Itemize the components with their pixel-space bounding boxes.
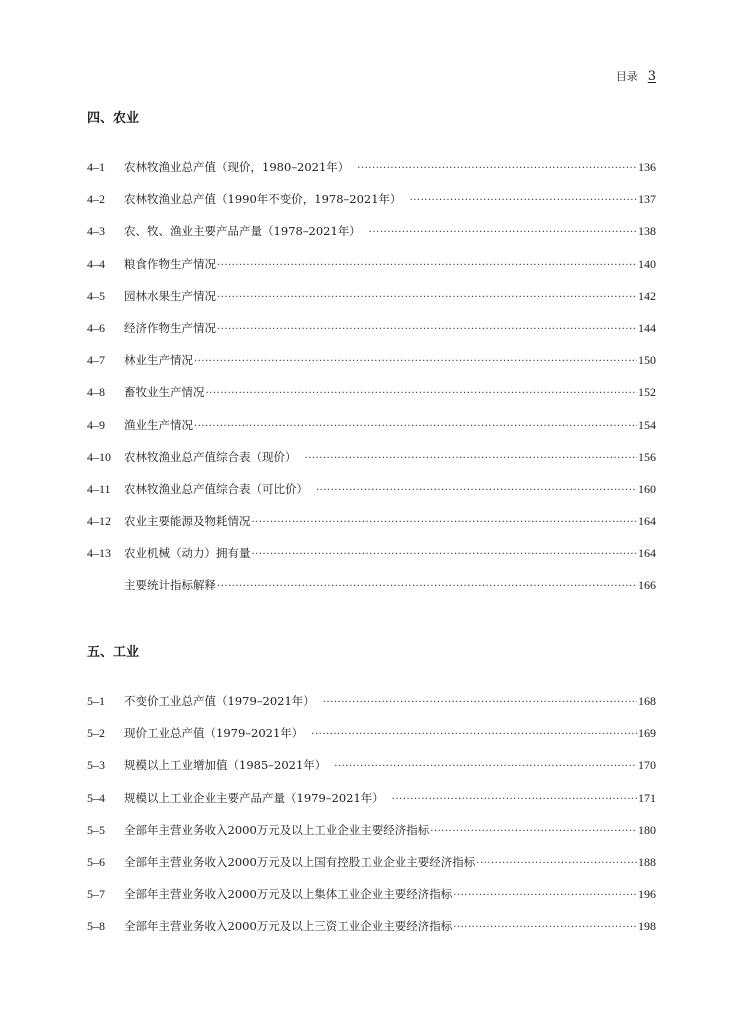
toc-dot-leader: [305, 453, 638, 464]
toc-entry-number: 5–1: [87, 694, 105, 708]
toc-entry-title: 主要统计指标解释: [124, 578, 216, 593]
toc-entry-page: 164: [638, 546, 656, 561]
toc-entry[interactable]: [87, 223, 656, 255]
toc-entry-title: 全部年主营业务收入2000万元及以上集体工业企业主要经济指标: [124, 887, 453, 902]
toc-list: [87, 159, 656, 610]
toc-entry-number: 5–7: [87, 887, 105, 902]
section-title: 五、工业: [87, 645, 140, 660]
toc-entry-page: 170: [638, 758, 656, 773]
toc-entry[interactable]: [87, 191, 656, 223]
toc-entry-page: 142: [638, 288, 656, 303]
toc-entry-title: 经济作物生产情况: [124, 320, 216, 335]
toc-entry-number: 4–5: [87, 288, 105, 303]
toc-entry[interactable]: [87, 790, 656, 822]
toc-entry-page: 150: [638, 353, 656, 368]
toc-entry-number: 5–8: [87, 919, 105, 934]
toc-dot-leader: [476, 858, 637, 869]
toc-entry-title: 现价工业总产值（1979–2021年）: [124, 726, 304, 741]
toc-entry-number: 5–5: [87, 822, 105, 837]
toc-dot-leader: [316, 485, 637, 496]
toc-entry-title: 农林牧渔业总产值综合表（可比价）: [124, 481, 308, 496]
toc-entry[interactable]: [87, 757, 656, 789]
toc-dot-leader: [453, 922, 637, 933]
toc-entry-page: 160: [638, 481, 656, 496]
toc-dot-leader: [206, 388, 638, 399]
toc-entry-title: 畜牧业生产情况: [124, 385, 205, 400]
toc-entry[interactable]: [87, 918, 656, 950]
toc-entry-page: 156: [638, 449, 656, 464]
toc-entry[interactable]: [87, 320, 656, 352]
toc-entry-number: 4–6: [87, 320, 105, 335]
toc-entry-title: 农业主要能源及物耗情况: [124, 514, 251, 529]
toc-dot-leader: [252, 549, 638, 560]
toc-entry-number: 5–6: [87, 854, 105, 869]
toc-entry-number: 4–11: [87, 481, 111, 496]
toc-entry-number: 5–3: [87, 758, 105, 773]
toc-entry[interactable]: [87, 854, 656, 886]
toc-dot-leader: [194, 356, 637, 367]
toc-entry-number: 5–4: [87, 790, 105, 805]
toc-entry-page: 164: [638, 514, 656, 529]
toc-dot-leader: [392, 794, 637, 805]
toc-entry-number: 4–13: [87, 546, 111, 561]
toc-entry-title: 农林牧渔业总产值综合表（现价）: [124, 449, 297, 464]
toc-entry-number: 4–10: [87, 449, 111, 464]
toc-dot-leader: [217, 292, 637, 303]
header-title: 目录: [615, 70, 638, 83]
section-title: 四、农业: [87, 111, 140, 126]
toc-entry-page: 180: [638, 822, 656, 837]
toc-entry-title: 全部年主营业务收入2000万元及以上工业企业主要经济指标: [124, 822, 430, 837]
toc-entry[interactable]: [87, 545, 656, 577]
toc-dot-leader: [194, 421, 637, 432]
toc-entry-page: 138: [638, 224, 656, 239]
toc-dot-leader: [430, 826, 637, 837]
toc-entry-page: 140: [638, 256, 656, 271]
toc-entry-title: 园林水果生产情况: [124, 288, 216, 303]
toc-entry[interactable]: [87, 481, 656, 513]
toc-entry-number: 4–8: [87, 385, 105, 400]
toc-entry[interactable]: [87, 352, 656, 384]
toc-entry[interactable]: [87, 256, 656, 288]
toc-entry-page: 137: [638, 192, 656, 207]
section-industry: [87, 642, 656, 951]
toc-entry[interactable]: [87, 725, 656, 757]
toc-entry-number: 4–12: [87, 514, 111, 529]
toc-entry-number: 4–2: [87, 192, 105, 207]
toc-entry[interactable]: [87, 822, 656, 854]
toc-dot-leader: [453, 890, 637, 901]
toc-entry-page: 152: [638, 385, 656, 400]
toc-entry[interactable]: [87, 384, 656, 416]
toc-entry-title: 农、牧、渔业主要产品产量（1978–2021年）: [124, 224, 361, 239]
toc-entry-page: 168: [638, 694, 656, 708]
toc-entry[interactable]: [87, 693, 656, 725]
toc-entry-page: 188: [638, 854, 656, 869]
toc-entry-number: 4–9: [87, 417, 105, 432]
toc-dot-leader: [323, 697, 637, 708]
toc-dot-leader: [217, 324, 637, 335]
toc-entry-title: 粮食作物生产情况: [124, 256, 216, 271]
toc-entry-page: 154: [638, 417, 656, 432]
toc-entry-title: 农林牧渔业总产值（1990年不变价，1978–2021年）: [124, 192, 402, 207]
toc-entry-title: 林业生产情况: [124, 353, 193, 368]
toc-entry-page: 196: [638, 887, 656, 902]
toc-dot-leader: [357, 163, 637, 174]
toc-entry[interactable]: [87, 159, 656, 191]
running-header: [616, 68, 656, 84]
toc-entry-page: 198: [638, 919, 656, 934]
toc-entry[interactable]: [87, 513, 656, 545]
toc-entry-title: 农林牧渔业总产值（现价，1980–2021年）: [124, 160, 350, 174]
toc-dot-leader: [311, 729, 637, 740]
section-agriculture: [87, 108, 656, 610]
toc-entry-title: 规模以上工业增加值（1985–2021年）: [124, 758, 327, 773]
toc-entry-title: 不变价工业总产值（1979–2021年）: [124, 694, 315, 708]
toc-entry[interactable]: [87, 577, 656, 609]
toc-entry-page: 171: [638, 790, 656, 805]
toc-entry[interactable]: [87, 288, 656, 320]
toc-entry-number: 4–3: [87, 224, 105, 239]
toc-entry-number: 4–1: [87, 160, 105, 174]
toc-dot-leader: [334, 761, 637, 772]
toc-dot-leader: [217, 260, 637, 271]
toc-dot-leader: [217, 581, 637, 592]
toc-entry-number: 4–4: [87, 256, 105, 271]
toc-entry-number: 5–2: [87, 726, 105, 741]
toc-entry-title: 农业机械（动力）拥有量: [124, 546, 251, 561]
toc-list: [87, 693, 656, 951]
toc-dot-leader: [252, 517, 638, 528]
toc-entry-title: 全部年主营业务收入2000万元及以上三资工业企业主要经济指标: [124, 919, 453, 934]
toc-entry-page: 144: [638, 320, 656, 335]
toc-entry[interactable]: [87, 449, 656, 481]
toc-dot-leader: [369, 227, 637, 238]
toc-entry-page: 169: [638, 726, 656, 741]
toc-entry-page: 166: [638, 578, 656, 593]
toc-entry-title: 渔业生产情况: [124, 417, 193, 432]
toc-entry-page: 136: [638, 160, 656, 174]
toc-entry[interactable]: [87, 886, 656, 918]
toc-entry-number: 4–7: [87, 353, 105, 368]
toc-dot-leader: [410, 195, 637, 206]
toc-entry-title: 规模以上工业企业主要产品产量（1979–2021年）: [124, 790, 384, 805]
header-page-number: 3: [647, 69, 656, 84]
toc-entry[interactable]: [87, 417, 656, 449]
toc-entry-title: 全部年主营业务收入2000万元及以上国有控股工业企业主要经济指标: [124, 854, 476, 869]
